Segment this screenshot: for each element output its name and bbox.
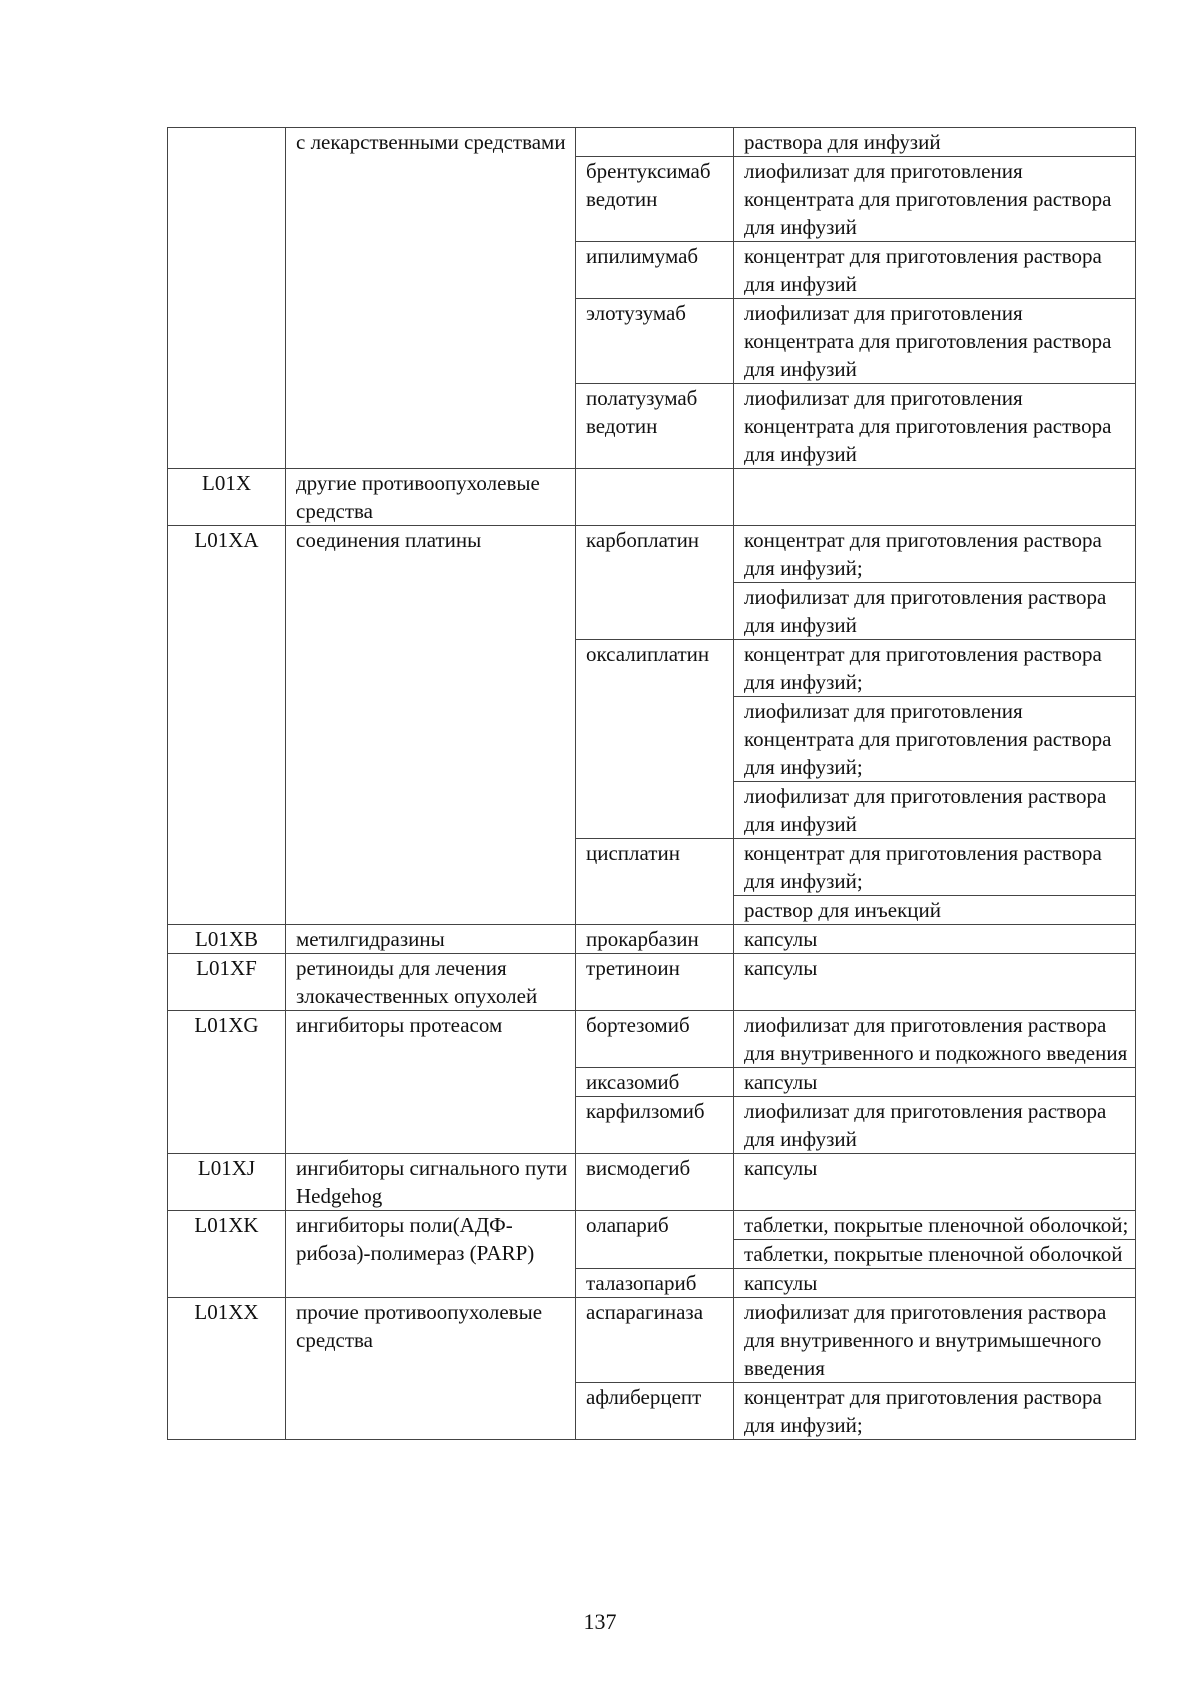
dosage-form-cell: концентрат для приготовления раствора для инфузий; [734,1383,1136,1440]
atc-code-cell [168,128,286,469]
dosage-form-cell: капсулы [734,1269,1136,1298]
drug-name-cell: оксалиплатин [576,640,734,839]
table-row [168,1298,1136,1383]
drug-table-body [168,128,1136,1440]
atc-group-name-cell: ретиноиды для лечения злокачественных опухолей [286,954,576,1011]
table-row [168,1211,1136,1240]
page-number: 137 [583,1609,617,1634]
drug-name-cell: висмодегиб [576,1154,734,1211]
atc-code-cell: L01XK [168,1211,286,1298]
dosage-form-cell: лиофилизат для приготовления раствора для внутривенного и внутримышечного введения [734,1298,1136,1383]
drug-name-cell: ипилимумаб [576,242,734,299]
drug-name-cell: талазопариб [576,1269,734,1298]
drug-name-cell: афлиберцепт [576,1383,734,1440]
dosage-form-cell [734,469,1136,526]
table-row [168,1154,1136,1211]
dosage-form-cell: капсулы [734,1068,1136,1097]
atc-group-name-cell: другие противоопухолевые средства [286,469,576,526]
atc-group-name-cell: метилгидразины [286,925,576,954]
table-row [168,526,1136,583]
table-row [168,128,1136,157]
drug-name-cell: элотузумаб [576,299,734,384]
dosage-form-cell: лиофилизат для приготовления концентрата для приготовления раствора для инфузий; [734,697,1136,782]
drug-name-cell: карбоплатин [576,526,734,640]
dosage-form-cell: концентрат для приготовления раствора для инфузий; [734,839,1136,896]
atc-code-cell: L01XF [168,954,286,1011]
drug-name-cell: иксазомиб [576,1068,734,1097]
atc-group-name-cell: прочие противоопухолевые средства [286,1298,576,1440]
atc-code-cell: L01XA [168,526,286,925]
dosage-form-cell: таблетки, покрытые пленочной оболочкой [734,1240,1136,1269]
atc-group-name-cell: соединения платины [286,526,576,925]
drug-name-cell [576,128,734,157]
table-row [168,925,1136,954]
dosage-form-cell: лиофилизат для приготовления концентрата для приготовления раствора для инфузий [734,299,1136,384]
atc-code-cell: L01XJ [168,1154,286,1211]
drug-name-cell: олапариб [576,1211,734,1269]
drug-name-cell: карфилзомиб [576,1097,734,1154]
dosage-form-cell: лиофилизат для приготовления раствора для инфузий [734,782,1136,839]
dosage-form-cell: капсулы [734,1154,1136,1211]
dosage-form-cell: капсулы [734,954,1136,1011]
drug-name-cell: прокарбазин [576,925,734,954]
atc-code-cell: L01XG [168,1011,286,1154]
atc-code-cell: L01X [168,469,286,526]
table-row [168,469,1136,526]
dosage-form-cell: концентрат для приготовления раствора для инфузий [734,242,1136,299]
atc-group-name-cell: ингибиторы сигнального пути Hedgehog [286,1154,576,1211]
dosage-form-cell: лиофилизат для приготовления раствора для внутривенного и подкожного введения [734,1011,1136,1068]
drug-name-cell: цисплатин [576,839,734,925]
dosage-form-cell: лиофилизат для приготовления раствора для инфузий [734,1097,1136,1154]
drug-name-cell: полатузумаб ведотин [576,384,734,469]
dosage-form-cell: концентрат для приготовления раствора для инфузий; [734,640,1136,697]
atc-code-cell: L01XX [168,1298,286,1440]
dosage-form-cell: капсулы [734,925,1136,954]
drug-table [167,127,1136,1440]
dosage-form-cell: лиофилизат для приготовления раствора для инфузий [734,583,1136,640]
atc-code-cell: L01XB [168,925,286,954]
atc-group-name-cell: ингибиторы протеасом [286,1011,576,1154]
dosage-form-cell: лиофилизат для приготовления концентрата для приготовления раствора для инфузий [734,384,1136,469]
dosage-form-cell: концентрат для приготовления раствора для инфузий; [734,526,1136,583]
drug-name-cell: третиноин [576,954,734,1011]
drug-name-cell: аспарагиназа [576,1298,734,1383]
dosage-form-cell: лиофилизат для приготовления концентрата для приготовления раствора для инфузий [734,157,1136,242]
table-row [168,954,1136,1011]
table-row [168,1011,1136,1068]
dosage-form-cell: таблетки, покрытые пленочной оболочкой; [734,1211,1136,1240]
dosage-form-cell: раствора для инфузий [734,128,1136,157]
drug-name-cell [576,469,734,526]
dosage-form-cell: раствор для инъекций [734,896,1136,925]
atc-group-name-cell: ингибиторы поли(АДФ-рибоза)-полимераз (PARP) [286,1211,576,1298]
drug-name-cell: брентуксимаб ведотин [576,157,734,242]
atc-group-name-cell: с лекарственными средствами [286,128,576,469]
drug-name-cell: бортезомиб [576,1011,734,1068]
